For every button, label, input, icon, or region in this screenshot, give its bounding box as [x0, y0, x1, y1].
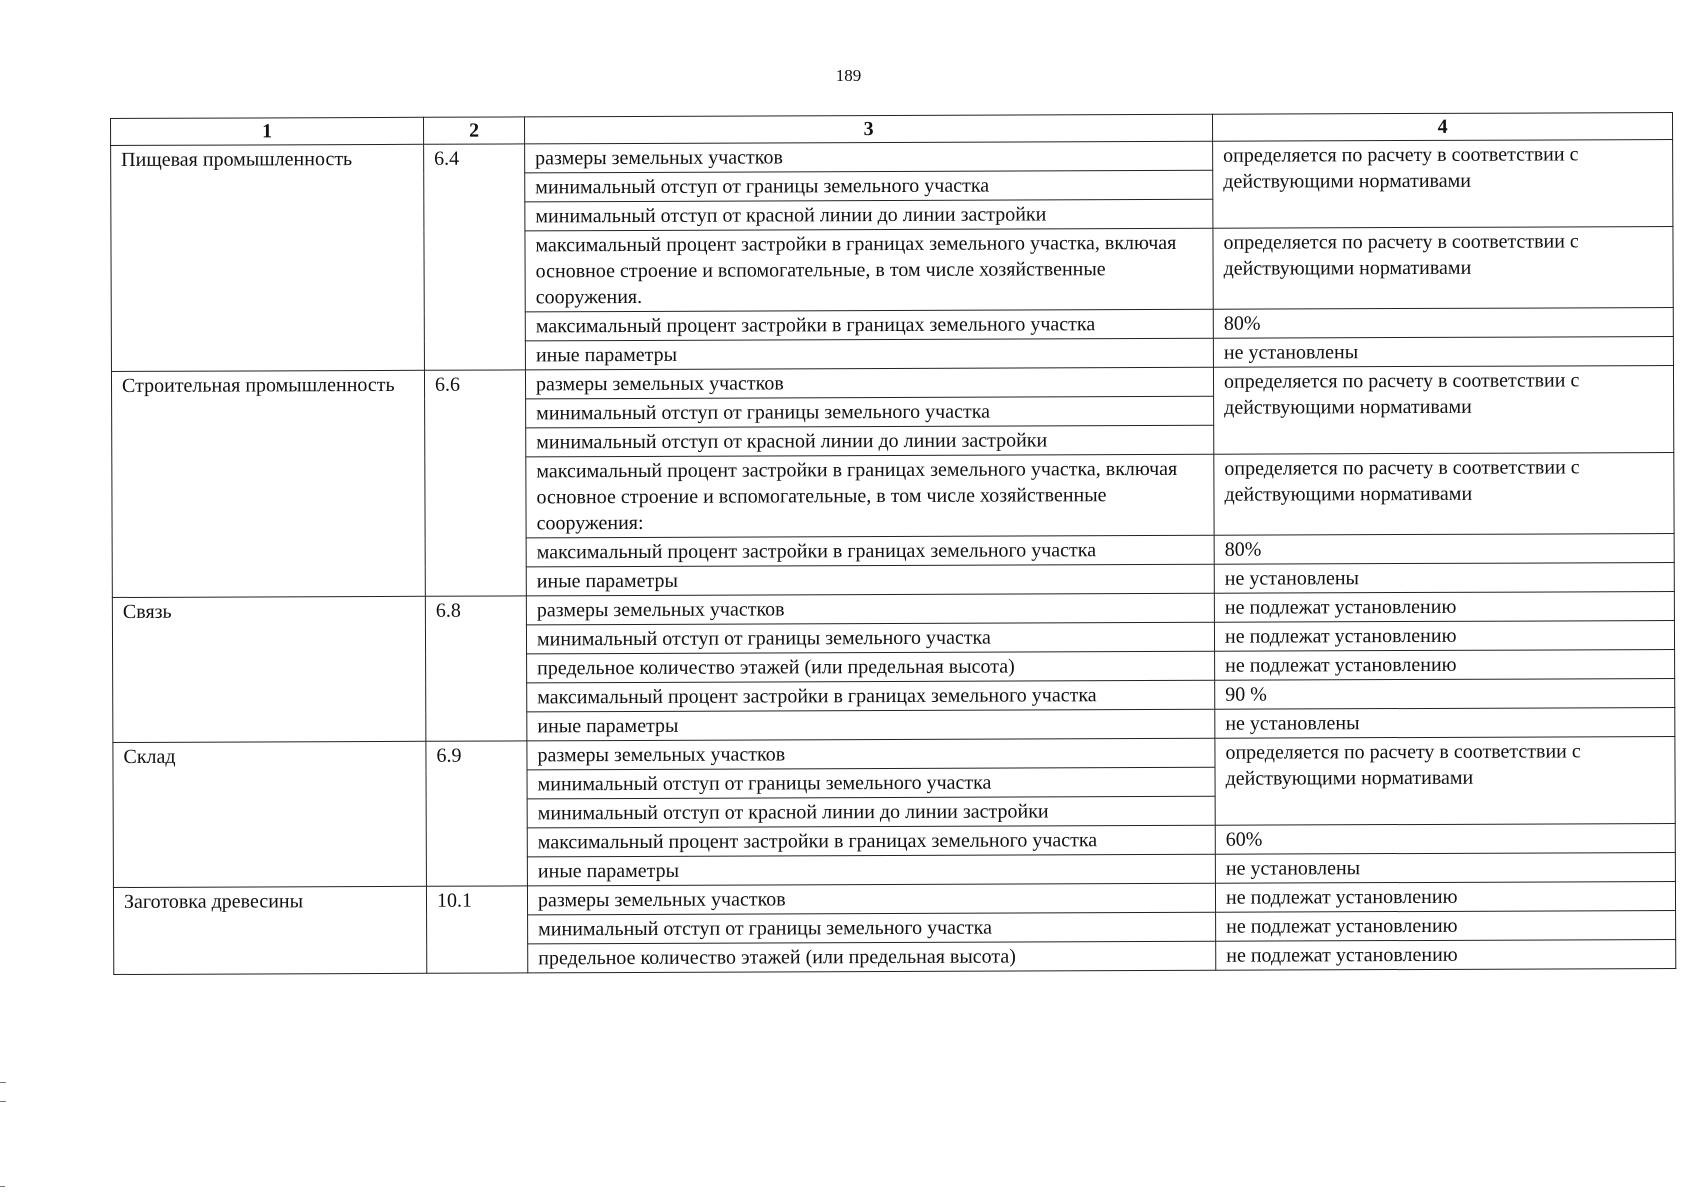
parameter-cell: максимальный процент застройки в границах земельного участка	[527, 825, 1215, 857]
land-use-code: 6.4	[424, 144, 526, 370]
land-use-name: Склад	[113, 741, 427, 887]
parameter-cell: размеры земельных участков	[525, 141, 1213, 173]
parameter-cell: максимальный процент застройки в границах земельного участка, включая основное строение и вспомогательные, в том числе хозяйственные сооружения:	[526, 454, 1214, 538]
parameter-cell: иные параметры	[527, 854, 1215, 886]
column-number-3: 3	[524, 114, 1212, 144]
land-use-code: 6.8	[425, 596, 527, 741]
scan-edge-mark	[0, 1082, 6, 1102]
parameter-cell: минимальный отступ от границы земельного участка	[528, 912, 1216, 944]
parameter-cell: минимальный отступ от красной линии до линии застройки	[526, 425, 1214, 457]
value-cell: не установлены	[1215, 707, 1675, 738]
column-number-4: 4	[1212, 113, 1672, 142]
parameter-cell: минимальный отступ от границы земельного участка	[527, 767, 1215, 799]
parameter-cell: минимальный отступ от границы земельного участка	[526, 396, 1214, 428]
value-cell: не подлежат установлению	[1216, 910, 1676, 941]
parameter-cell: минимальный отступ от границы земельного участка	[525, 170, 1213, 202]
parameter-cell: размеры земельных участков	[526, 593, 1214, 625]
value-cell: не подлежат установлению	[1215, 649, 1675, 680]
land-use-name: Связь	[112, 596, 426, 742]
value-cell: не установлены	[1215, 852, 1675, 883]
scan-edge-dash	[0, 1186, 5, 1187]
parameter-cell: размеры земельных участков	[525, 367, 1213, 399]
parameter-cell: иные параметры	[526, 564, 1214, 596]
value-cell: не установлены	[1214, 562, 1674, 593]
value-cell: не подлежат установлению	[1214, 591, 1674, 622]
parameter-cell: иные параметры	[525, 338, 1213, 370]
table-row	[111, 140, 1673, 175]
page-number: 189	[835, 66, 862, 85]
parameter-cell: предельное количество этажей (или предельная высота)	[527, 651, 1215, 683]
parameter-cell: размеры земельных участков	[527, 738, 1215, 770]
value-cell: определяется по расчету в соответствии с действующими нормативами	[1213, 140, 1673, 229]
value-cell: определяется по расчету в соответствии с действующими нормативами	[1213, 365, 1673, 454]
parameter-cell: иные параметры	[527, 709, 1215, 741]
land-use-code: 10.1	[426, 886, 527, 973]
value-cell: определяется по расчету в соответствии с действующими нормативами	[1215, 736, 1675, 825]
land-use-code: 6.6	[424, 370, 526, 596]
table-row	[113, 736, 1675, 771]
value-cell: 60%	[1215, 823, 1675, 854]
parameter-cell: максимальный процент застройки в границах земельного участка, включая основное строение и вспомогательные, в том числе хозяйственные сооружения.	[525, 228, 1213, 312]
parameter-cell: минимальный отступ от красной линии до линии застройки	[525, 199, 1213, 231]
column-number-1: 1	[111, 117, 424, 145]
parameters-table	[110, 112, 1676, 975]
land-use-name: Заготовка древесины	[113, 886, 426, 974]
value-cell: 90 %	[1215, 678, 1675, 709]
value-cell: не подлежат установлению	[1216, 939, 1676, 970]
parameter-cell: минимальный отступ от границы земельного участка	[526, 622, 1214, 654]
parameter-cell: максимальный процент застройки в границах земельного участка	[527, 680, 1215, 712]
value-cell: определяется по расчету в соответствии с действующими нормативами	[1214, 452, 1674, 535]
parameter-cell: размеры земельных участков	[527, 883, 1215, 915]
land-use-name: Строительная промышленность	[111, 370, 425, 597]
value-cell: не подлежат установлению	[1214, 620, 1674, 651]
value-cell: 80%	[1214, 533, 1674, 564]
column-number-2: 2	[423, 117, 524, 144]
parameter-cell: максимальный процент застройки в границах земельного участка	[525, 309, 1213, 341]
land-use-name: Пищевая промышленность	[111, 144, 425, 371]
parameter-cell: предельное количество этажей (или предельная высота)	[528, 941, 1216, 973]
value-cell: не установлены	[1213, 336, 1673, 367]
table-row	[111, 365, 1673, 400]
land-use-code: 6.9	[426, 741, 528, 886]
parameter-cell: максимальный процент застройки в границах земельного участка	[526, 535, 1214, 567]
value-cell: определяется по расчету в соответствии с действующими нормативами	[1213, 226, 1673, 309]
value-cell: 80%	[1213, 307, 1673, 338]
parameter-cell: минимальный отступ от красной линии до линии застройки	[527, 796, 1215, 828]
value-cell: не подлежат установлению	[1215, 881, 1675, 912]
